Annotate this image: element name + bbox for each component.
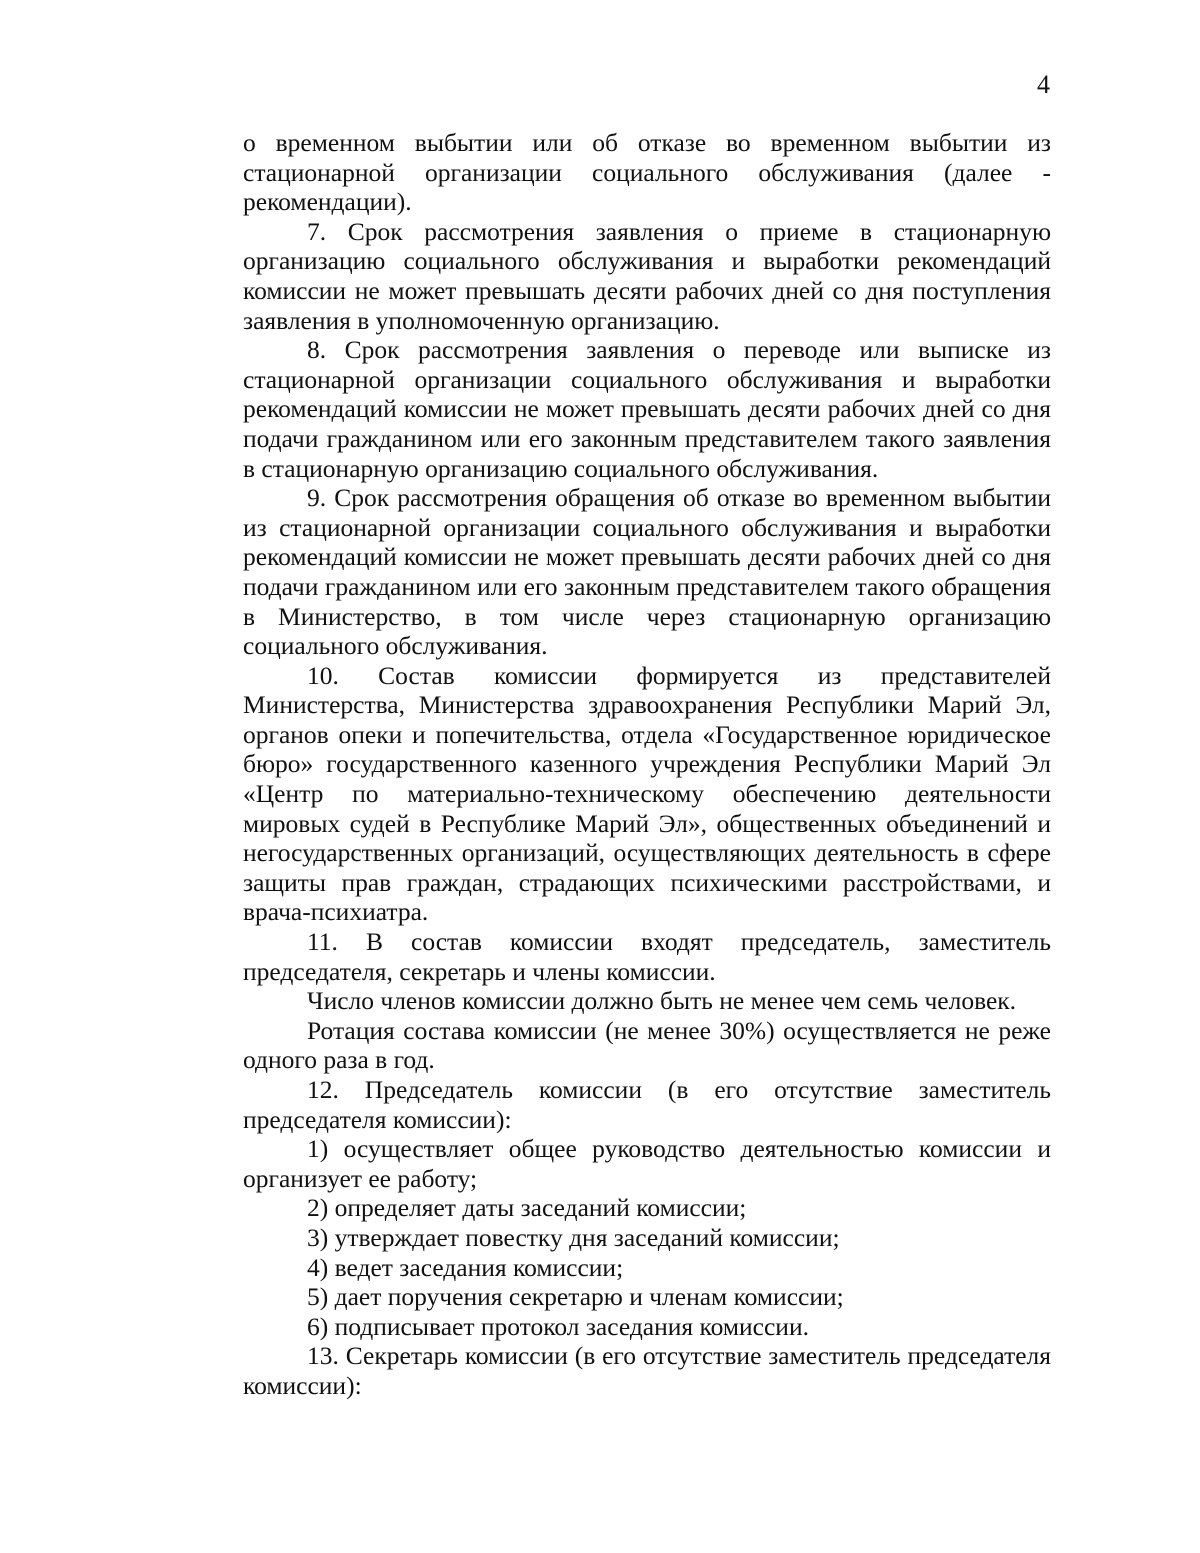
paragraph-item-12: 12. Председатель комиссии (в его отсутствие заместитель председателя комиссии): bbox=[243, 1075, 1051, 1134]
list-item-2: 2) определяет даты заседаний комиссии; bbox=[307, 1193, 747, 1223]
paragraph-item-10: 10. Состав комиссии формируется из представителей Министерства, Министерства здравоохранения Республики Марий Эл, органов опеки и попечительства, отдела «Государственное юридическое бюро» государственного казенного учреждения Республики Марий Эл «Центр по материально-техническому обеспечению деятельности мировых судей в Республике Марий Эл», общественных объединений и негосударственных организаций, осуществляющих деятельность в сфере защиты прав граждан, страдающих психическими расстройствами, и врача-психиатра. bbox=[243, 660, 1051, 927]
paragraph-item-8: 8. Срок рассмотрения заявления о переводе или выписке из стационарной организации социального обслуживания и выработки рекомендаций комиссии не может превышать десяти рабочих дней со дня подачи гражданином или его законным представителем такого заявления в стационарную организацию социального обслуживания. bbox=[243, 335, 1051, 483]
paragraph-item-7: 7. Срок рассмотрения заявления о приеме в стационарную организацию социального обслуживания и выработки рекомендаций комиссии не может превышать десяти рабочих дней со дня поступления заявления в уполномоченную организацию. bbox=[243, 216, 1051, 335]
paragraph-rotation: Ротация состава комиссии (не менее 30%) осуществляется не реже одного раза в год. bbox=[243, 1015, 1051, 1075]
paragraph-members-count: Число членов комиссии должно быть не менее чем семь человек. bbox=[307, 986, 1017, 1016]
list-item-1: 1) осуществляет общее руководство деятельностью комиссии и организует ее работу; bbox=[243, 1134, 1051, 1193]
page-number: 4 bbox=[1037, 70, 1050, 99]
list-item-6: 6) подписывает протокол заседания комиссии. bbox=[307, 1311, 809, 1341]
paragraph-item-9: 9. Срок рассмотрения обращения об отказе во временном выбытии из стационарной организации социального обслуживания и выработки рекомендаций комиссии не может превышать десяти рабочих дней со дня подачи гражданином или его законным представителем такого обращения в Министерство, в том числе через стационарную организацию социального обслуживания. bbox=[243, 483, 1051, 661]
list-item-5: 5) дает поручения секретарю и членам комиссии; bbox=[307, 1282, 844, 1312]
list-item-3: 3) утверждает повестку дня заседаний комиссии; bbox=[307, 1222, 840, 1252]
paragraph-continuation: о временном выбытии или об отказе во временном выбытии из стационарной организации социального обслуживания (далее - рекомендации). bbox=[243, 128, 1051, 217]
list-item-4: 4) ведет заседания комиссии; bbox=[307, 1252, 624, 1282]
paragraph-item-13: 13. Секретарь комиссии (в его отсутствие заместитель председателя комиссии): bbox=[243, 1341, 1051, 1400]
paragraph-item-11: 11. В состав комиссии входят председатель, заместитель председателя, секретарь и члены комиссии. bbox=[243, 927, 1051, 986]
document-body bbox=[243, 128, 1051, 1401]
